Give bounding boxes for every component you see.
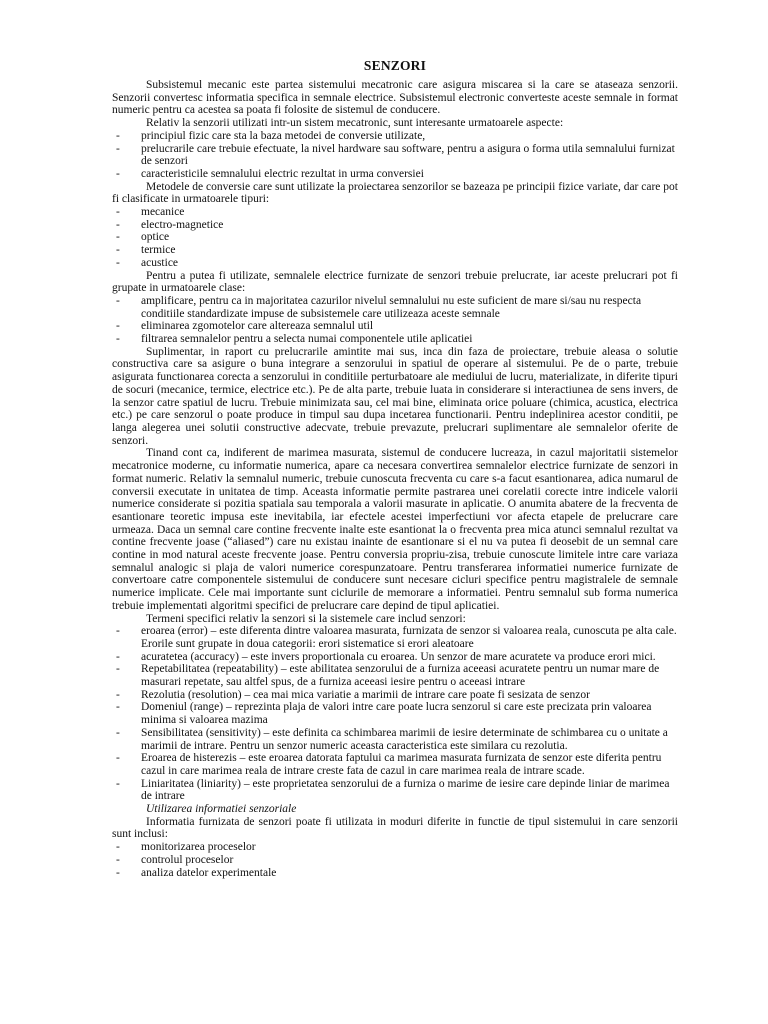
methods-intro: Metodele de conversie care sunt utilizate la proiectarea senzorilor se bazeaza pe principii fizice variate, dar care pot fi clasificate in urmatoarele tipuri: <box>112 180 678 206</box>
aspects-intro: Relativ la senzorii utilizati intr-un sistem mecatronic, sunt interesante urmatoarele aspecte: <box>146 117 564 130</box>
list-item: - Liniaritatea (liniarity) – este proprietatea senzorului de a furniza o marime de iesire care depinde liniar de marimea de intrare <box>112 778 678 803</box>
list-item: - caracteristicile semnalului electric rezultat in urma conversiei <box>112 168 678 181</box>
list-item: - principiul fizic care sta la baza metodei de conversie utilizate, <box>112 130 678 143</box>
list-item: - mecanice <box>112 206 678 219</box>
list-item: - Sensibilitatea (sensitivity) – este definita ca schimbarea marimii de iesire determinate de schimbarea cu o unitate a marimii de intrare. Pentru un senzor numeric aceasta caracteristica este similara cu rezolutia. <box>112 727 678 752</box>
list-item: - Eroarea de histerezis – este eroarea datorata faptului ca marimea masurata furnizata de senzor este diferita pentru cazul in care marimea reala de intrare creste fata de cazul in care marimea reala de intrare scade. <box>112 752 678 777</box>
methods-list <box>112 206 678 270</box>
list-item: - termice <box>112 244 678 257</box>
list-item: - electro-magnetice <box>112 219 678 232</box>
numeric-paragraph: Tinand cont ca, indiferent de marimea masurata, sistemul de conducere lucreaza, in cazul majoritatii sistemelor mecatronice moderne, cu informatie numerica, apare ca necesara convertirea semnalelor electrice furnizate de senzori in format numeric. Relativ la semnalul numeric, trebuie cunoscuta frecventa cu care s-a facut esantionarea, adica numarul de conversii executate in unitatea de timp. Aceasta informatie permite pastrarea unei corelatii corecte intre indicele valorii numerice considerate si pozitia spatiala sau temporala a valorii masurate in aplicatie. O anumita abatere de la frecventa de esantionare teoretic impusa este inevitabila, iar efectele acestei imperfectiuni vor afecta etapele de prelucrare care urmeaza. Daca un semnal care contine frecvente inalte este esantionat la o frecventa prea mica atunci semnalul rezultat va contine frecvente joase (“aliased”) care nu existau inainte de esantionare si el nu va putea fi deosebit de un semnal care contine in mod natural aceste frecvente joase. Pentru conversia propriu-zisa, trebuie cunoscute limitele intre care variaza semnalul analogic si plaja de valori numerice corespunzatoare. Pentru transferarea informatiei numerice furnizate de convertoare catre componentele sistemului de conducere sunt necesare cicluri specifice pentru magistralele de semnale numerice implicate. Cele mai importante sunt ciclurile de memorare a informatiei. Pentru semnalul sub forma numerica trebuie implementati algoritmi specifici de prelucrare care depind de tipul aplicatiei. <box>112 447 678 612</box>
list-item: - controlul proceselor <box>112 854 678 867</box>
list-item: - filtrarea semnalelor pentru a selecta numai componentele utile aplicatiei <box>112 333 678 346</box>
list-item: - acustice <box>112 257 678 270</box>
terms-list <box>112 625 678 803</box>
list-item: - analiza datelor experimentale <box>112 867 678 880</box>
list-item: - Domeniul (range) – reprezinta plaja de valori intre care poate lucra senzorul si care este precizata prin valoarea minima si valoarea mazima <box>112 701 678 726</box>
list-item: - amplificare, pentru ca in majoritatea cazurilor nivelul semnalului nu este suficient de mare si/sau nu respecta conditiile standardizate impuse de subsistemele care utilizeaza aceste semnale <box>112 295 678 320</box>
list-item: - acuratetea (accuracy) – este invers proportionala cu eroarea. Un senzor de mare acuratete va produce erori mici. <box>112 651 678 664</box>
list-item: - eroarea (error) – este diferenta dintre valoarea masurata, furnizata de senzor si valoarea reala, cunoscuta pe alta cale. Erorile sunt grupate in doua categorii: erori sistematice si erori aleatoare <box>112 625 678 650</box>
aspects-list <box>112 130 678 181</box>
usage-intro: Informatia furnizata de senzori poate fi utilizata in moduri diferite in functie de tipul sistemului in care senzorii sunt inclusi: <box>112 815 678 841</box>
processing-intro: Pentru a putea fi utilizate, semnalele electrice furnizate de senzori trebuie prelucrate, iar aceste prelucrari pot fi grupate in urmatoarele clase: <box>112 269 678 295</box>
list-item: - eliminarea zgomotelor care altereaza semnalul util <box>112 320 678 333</box>
supplement-paragraph: Suplimentar, in raport cu prelucrarile amintite mai sus, inca din faza de proiectare, trebuie aleasa o solutie constructiva care sa asigure o buna integrare a senzorului in spatiul de operare al sistemului. Pe de o parte, trebuie asigurata functionarea corecta a senzorului in conditiile perturbatoare ale mediului de lucru, materializate, in diferite tipuri de socuri (mecanice, termice, electrice etc.). Pe de alta parte, trebuie luata in considerare si interactiunea de sens invers, de la senzor catre spatiul de lucru. Trebuie minimizata sau, cel mai bine, eliminata orice poluare (chimica, acustica, electrica etc.) pe care senzorul o poate produce in timpul sau dupa incetarea functionarii. Pentru indeplinirea acestor conditii, pe langa alegerea unei solutii constructive adecvate, trebuie prevazute, prelucrari suplimentare ale semnalelor oferite de senzori. <box>112 345 678 447</box>
list-item: - monitorizarea proceselor <box>112 841 678 854</box>
intro-paragraph: Subsistemul mecanic este partea sistemului mecatronic care asigura miscarea si la care se ataseaza senzorii. Senzorii convertesc informatia specifica in semnale electrice. Subsistemul electronic converteste aceste semnale in format numeric pentru ca acestea sa poata fi folosite de sistemul de conducere. <box>112 79 678 117</box>
list-item: - Repetabilitatea (repeatability) – este abilitatea senzorului de a furniza aceeasi acuratete pentru un numar mare de masurari repetate, sau altfel spus, de a furniza aceeasi iesire pentru o aceeasi intrare <box>112 663 678 688</box>
list-item: - Rezolutia (resolution) – cea mai mica variatie a marimii de intrare care poate fi sesizata de senzor <box>112 689 678 702</box>
usage-list <box>112 841 678 879</box>
terms-intro: Termeni specifici relativ la senzori si la sistemele care includ senzori: <box>146 612 466 625</box>
list-item: - prelucrarile care trebuie efectuate, la nivel hardware sau software, pentru a asigura o forma utila semnalului furnizat de senzori <box>112 143 678 168</box>
page-title: SENZORI <box>363 58 427 73</box>
processing-list <box>112 295 678 346</box>
list-item: - optice <box>112 231 678 244</box>
usage-heading: Utilizarea informatiei senzoriale <box>146 803 297 816</box>
